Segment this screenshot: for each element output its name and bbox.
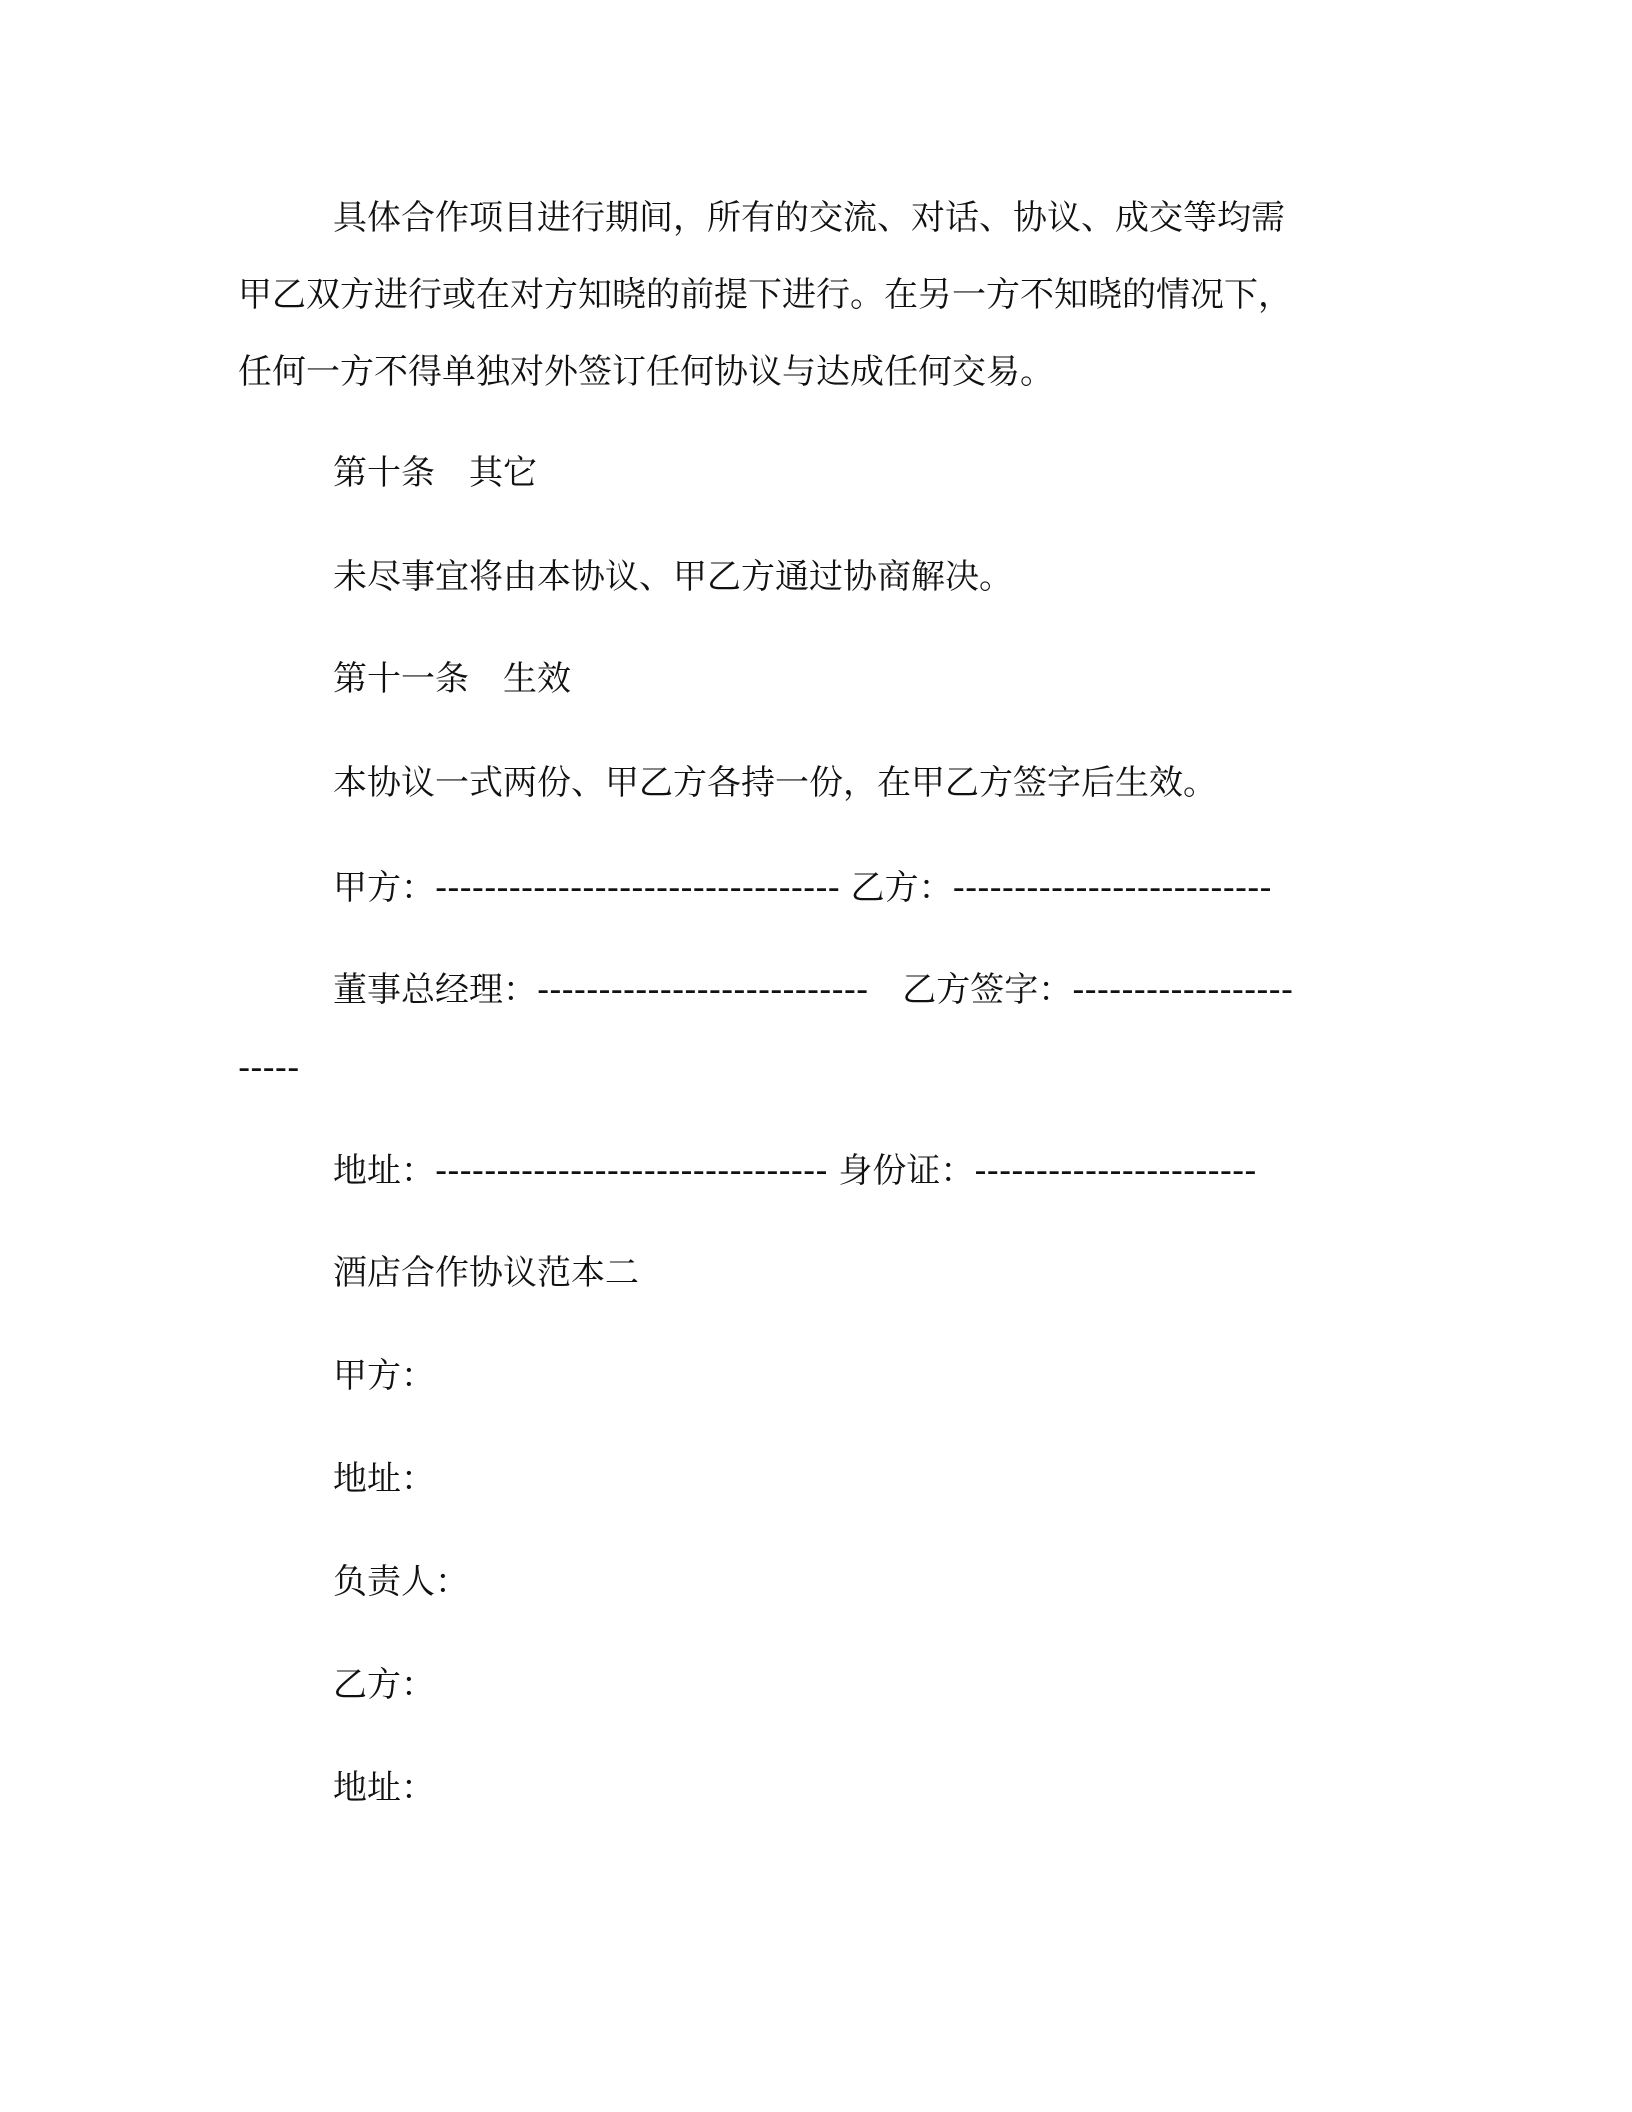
paragraph-1-line-2: 甲乙双方进行或在对方知晓的前提下进行。在另一方不知晓的情况下， (238, 275, 1292, 315)
signature-director-line-continued: ----- (238, 1048, 300, 1088)
signature-director-line: 董事总经理：--------------------------- 乙方签字：------------------ (333, 970, 1294, 1010)
template-two-address-b: 地址： (333, 1768, 435, 1808)
template-two-responsible: 负责人： (333, 1562, 469, 1602)
signature-party-line: 甲方：--------------------------------- 乙方：-------------------------- (333, 868, 1272, 908)
template-two-address-a: 地址： (333, 1459, 435, 1499)
paragraph-1-line-3: 任何一方不得单独对外签订任何协议与达成任何交易。 (238, 352, 1054, 392)
template-two-title: 酒店合作协议范本二 (333, 1253, 639, 1293)
signature-address-line: 地址：-------------------------------- 身份证：----------------------- (333, 1151, 1257, 1191)
article-11-body: 本协议一式两份、甲乙方各持一份，在甲乙方签字后生效。 (333, 763, 1217, 803)
template-two-party-a: 甲方： (333, 1356, 435, 1396)
article-11-heading: 第十一条 生效 (333, 659, 571, 699)
template-two-party-b: 乙方： (333, 1665, 435, 1705)
article-10-heading: 第十条 其它 (333, 453, 537, 493)
article-10-body: 未尽事宜将由本协议、甲乙方通过协商解决。 (333, 557, 1013, 597)
paragraph-1-line-1: 具体合作项目进行期间，所有的交流、对话、协议、成交等均需 (333, 198, 1285, 238)
